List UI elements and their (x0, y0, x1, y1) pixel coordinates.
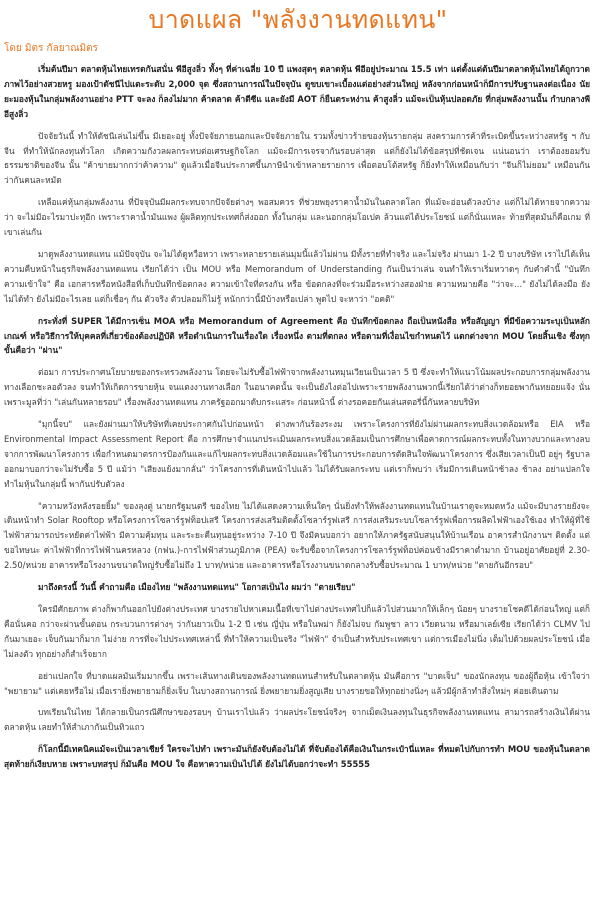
article-paragraph: กระทั่งที่ SUPER ได้มีการเซ็น MOA หรือ Memorandum of Agreement คือ บันทึกข้อตกลง ถือเป็นหนังสือ หรือสัญญา ที่มีข้อความระบุเป็นหลักเกณฑ์ หรือวิธีการให้บุคคลที่เกี่ยวข้องต้องปฏิบัติ หรือดำเนินการในเรื่องใด เรื่องหนึ่ง ตามที่ตกลง หรือตามที่เงื่อนไขกำหนดไว้ แตกต่างจาก MOU โดยสิ้นเชิง ซึ่งทุกขั้นคือว่า "ผ่าน" (4, 315, 590, 356)
article-body (0, 60, 596, 772)
article-paragraph: เริ่มต้นปีมา ตลาดหุ้นไทยเทรดกันสนั่น พีอีสูงลิ่ว ทั้งๆ ที่ค่าเฉลี่ย 10 ปี แพงสุดๆ ตลาดหุ้น พีอีอยู่ประมาณ 15.5 เท่า แต่ตั้งแต่ต้นปีมาตลาดหุ้นไทยได้ถูกวาดภาพไว้อย่างสวยหรู มองเป้าดัชนีไปแตะระดับ 2,000 จุด ซึ่งสถานการณ์ในปัจจุบัน ดูขบเขาะเบื้องแต่อย่างส่วนใหญ่ หลังจากก่อนหน้าก็มีการปรับฐานลงต่อเนื่อง นัยยะมองหุ้นในกลุ่มพลังงานอย่าง PTT จะลง ก็ลงไม่มาก ค้าตลาด ค้าดีซีแ และยังมี AOT ก็ยืนตระหง่าน ค้าสูงลิ่ว แม้จะเป็นหุ้นปลอดภัย ที่กลุ่มพลังงานนั้น กำบกลางพีอีสูงลิ่ว (4, 64, 590, 119)
article-title: บาดแผล "พลังงานทดแทน" (148, 5, 448, 34)
article-paragraph: "มุกนี้จบ" และยังผ่านมาให้บริษัทที่เคยประกาศกันไปก่อนหน้า ต่างพากันร้องระงม เพราะโครงการที่ยังไม่ผ่านผลกระทบสิ่งแวดล้อมหรือ EIA หรือ Environmental Impact Assessment Report คือ การศึกษาจำแนกประเมินผลกระทบสิ่งแวดล้อมเป็นการศึกษาเพื่อคาดการณ์ผลกระทบทั้งในทางบวกและทางลบจากการพัฒนาโครงการ เพื่อกำหนดมาตรการป้องกันและแก้ไขผลกระทบสิ่งแวดล้อมและใช้ในการประกอบการตัดสินใจพัฒนาโครงการ ซึ่งเสียเวลาเป็นปี อยู่ๆ รัฐบาลออกมาบอกว่าจะไม่รับซื้อ 5 ปี แม้ว่า "เสียงแย้งมากลั่น" ว่าโครงการที่เดินหน้าไปแล้ว ไม่ได้รับผลกระทบ แต่เราก็พบว่า เริ่มมีการเดินหน้าช้าลง ช้าลง อย่าแปลกใจ ทำไมหุ้นในกลุ่มนี้ พากันปรับตัวลง (4, 419, 590, 489)
article-paragraph: เหลือแค่หุ้นกลุ่มพลังงาน ที่ปัจจุบันมีผลกระทบจากปัจจัยต่างๆ พอสมควร ที่ช่วยพยุงราคาน้ำมันในตลาดโลก ที่แม้จะอ่อนตัวลงบ้าง แต่ก็ไม่ได้หายจากความว่า จะไม่มีอะไรมาปะทุอีก เพราะราคาน้ำมันแพง ผู้ผลิตทุกประเทศก็ส่งออก ทั้งในกลุ่ม และนอกกลุ่มโอเปค ล้วนแต่ได้ประโยชน์ แต่ก็นั่นแหละ ท้ายที่สุดมันก็คือเกม ที่เขาเล่นกัน (4, 197, 590, 238)
article-paragraph: อย่าแปลกใจ ที่บาดแผลมันเริ่มมากขึ้น เพราะเส้นทางเดินของพลังงานทดแทนสำหรับในตลาดหุ้น มันคือการ "บาดเจ็บ" ของนักลงทุน ของผู้ถือหุ้น เข้าใจว่า "พยายาม" แต่เคยหรือไม่ เมื่อเรายิ่งพยายามก็ยิ่งเจ็บ ในบางสถานการณ์ ยิ่งพยายามยิ่งสูญเสีย บางรายขอให้ทุกอย่างนิ่งๆ แล้วมีผู้กล้าทำสิ่งใหม่ๆ ค่อยเดินตาม (4, 670, 590, 696)
article-paragraph: บทเรียนในไทย ได้กลายเป็นกรณีศึกษาของรอบๆ บ้านเราไปแล้ว ว่าผลประโยชน์จริงๆ จากเม็ดเงินลงทุนในธุรกิจพลังงานทดแทน สามารถสร้างเงินได้ผ่านตลาดหุ้น เลยทำให้สำเภากันเป็นทิวแถว (4, 707, 590, 733)
article-paragraph: "ความหวังหลังรอยยิ้ม" ของลุงตู่ นายกรัฐมนตรี ของไทย ไม่ได้แสดงความเห็นใดๆ นั่นยิ่งทำให้พลังงานทดแทนในบ้านเราดูจะหมดหวัง แม้จะมีบางรายยังจะเดินหน้าทำ Solar Rooftop หรือโครงการโซลาร์รูฟท็อปเสรี โครงการส่งเสริมติดตั้งโซลาร์รูฟเสรี การส่งเสริมระบบโซลาร์รูฟเพื่อการผลิตไฟฟ้าเองใช้เอง ทำให้ผู้ที่ใช้ไฟฟ้าสามารถประหยัดค่าไฟฟ้า มีความคุ้มทุน และระยะคืนทุนอยู่ระหว่าง 7-10 ปี จึงมีคนบอกว่า อยากให้ภาครัฐสนับสนุนให้บ้านเรือน อาคารสำนักงานฯ ติดตั้ง แต่ขอไทษนะ ค่าไฟฟ้าที่การไฟฟ้านครหลวง (กฟน.)-การไฟฟ้าส่วนภูมิภาค (PEA) จะรับซื้อจากโครงการโซลาร์รูฟท็อปค่อนข้างมีราคาต่ำมาก บ้านอยู่อาศัยอยู่ที่ 2.30-2.50/หน่วย อาคารหรือโรงงานขนาดใหญ่รับซื้อไม่ถึง 1 บาท/หน่วย และอาคารหรือโรงงานขนาดกลางรับซื้อประมาณ 1 บาท/หน่วย "ตายกันอีกรอบ" (4, 500, 590, 571)
article-paragraph: ก็โลกนี้มีเทคนิคแม้จะเป็นเวลาเชียร์ ใครจะไปทำ เพราะมันก็ยังจับต้องไม่ได้ ที่จับต้องได้คือเงินในกระเป๋านี่แหละ ที่หมดไปกับการทำ MOU ของหุ้นในตลาด สุดท้ายก็เงียบหาย เพราะบทสรุป ก็มันคือ MOU ใจ คือหาความเป็นไปได้ ยังไม่ได้บอกว่าจะทำ 55555 (4, 744, 590, 770)
article-paragraph: ปัจจัยวันนี้ ทำให้ดัชนีเล่นไม่ขึ้น มีเยอะอยู่ ทั้งปัจจัยภายนอกและปัจจัยภายใน รวมทั้งข่าวร้ายของหุ้นรายกลุ่ม สงครามการค้าที่ระเบิดขึ้นระหว่างสหรัฐ ฯ กับจีน ที่ทำให้นักลงทุนทั่วโลก เกิดความกังวลผลกระทบต่อเศรษฐกิจโลก แม้จะมีการเจรจากันรอบล่าสุด แต่ก็ยังไม่ได้ข้อสรุปที่ชัดเจน แน่นอนว่า เราต้องยอมรับ ธรรมชาติของจีน นั้น "ค้าขายมากกว่าค้าความ" ดูแล้วเมื่อจีนประกาศขึ้นภาษีนำเข้าหลายรายการ เพื่อตอบโต้สหรัฐ ก็ยิ่งทำให้เหมือนกับว่า "จีนก็ไม่ยอม" เหมือนกัน ว่ากันคนละหมัด (4, 130, 590, 186)
article-paragraph: ต่อมา การประกาศนโยบายของกระทรวงพลังงาน โดยจะไม่รับซื้อไฟฟ้าจากพลังงานหมุนเวียนเป็นเวลา 5 ปี ซึ่งจะทำให้แนวโน้มผลประกอบการกลุ่มพลังงานทางเลือกชะลอตัวลง จนทำให้เกิดการขายหุ้น จนแตงงานทางเลือก ในอนาคตนั้น จะเป็นยังไงต่อไปเพราะรายพลังงานพวกนี้เรียกได้ว่าต่างก็ทยอยพากันทยอยแจ้ง นั่นเพราะมูลที่ว่า "เล่นกันหลายรอบ" เรื่องพลังงานทดแทน ภาครัฐออกมาดับกระแสระ ก่อนหน้านี้ ต่างรอคอยกันเล่นสตอรี่นี้กันหลายบริษัท (4, 367, 590, 408)
article-paragraph: มาถึงตรงนี้ วันนี้ คำถามคือ เมืองไทย "พลังงานทดแทน" โอกาสเป็นไง ผมว่า "ตายเรียบ" (38, 582, 356, 593)
article-byline: โดย มิตร กัลยาณมิตร (4, 43, 98, 54)
article-paragraph: ใครมีศักยภาพ ต่างก็พากันออกไปยังต่างประเทศ บางรายไปหาเคมเนื้อที่เขาไปต่างประเทศไปก็แล้วไปส่วนมากให้เล็กๆ น้อยๆ บางรายโชคดีได้ก่อนใหญ่ แต่ก็คือนั่นคอ กว่าจะผ่านขั้นตอน กระบวนการต่างๆ ว่ากันยาวเป็น 1-2 ปี เช่น ญี่ปุ่น หรือในพม่า ก็ยังไม่จบ กัมพูชา ลาว เวียดนาม หรือมาเลย์เซีย เรียกได้ว่า CLMV ไปกันมาเยอะ เจ็บกันมาก็มาก ไม่ง่าย การที่จะไปประเทศเหล่านี้ ที่ทำให้ความเป็นจริง "ไฟฟ้า" จำเป็นสำหรับประเทศเขา แต่การเมืองไม่นิ่ง เต็มไปด้วยผลประโยชน์ เมื่อไม่ลงตัว ทุกอย่างก็สำเร็จยาก (4, 604, 590, 659)
article-paragraph: มาดูพลังงานทดแทน แม้ปัจจุบัน จะไม่ได้ดูหวือหวา เพราะหลายรายเล่นมุมนี้แล้วไม่ผ่าน มีทั้งรายที่ทำจริง และไม่จริง ผ่านมา 1-2 ปี บางบริษัท เราไปได้เห็นความคืบหน้าในธุรกิจพลังงานทดแทน เรียกได้ว่า เป็น MOU หรือ Memorandum of Understanding กันเป็นว่าเล่น จนทำให้เราเริ่มหวาดๆ กับคำคำนี้ "บันทึกความเข้าใจ" คือ เอกสารหรือหนังสือที่เก็บบันทึกข้อตกลง ความเข้าใจที่ตรงกัน หรือ ข้อตกลงที่จะร่วมมือระหว่างสองฝ่าย ความหมายคือ "ว่าจะ..." ยังไม่ได้ลงมือ ยังไม่ได้ทำ ยังไม่มีอะไรเลย แต่ก็เชื่อๆ กัน ตัวจริง ตัวปลอมก็ไม่รู้ หนักกว่านี้มีบ้างหรือเปล่า พูดไป จะหาว่า "อคติ" (4, 248, 590, 304)
